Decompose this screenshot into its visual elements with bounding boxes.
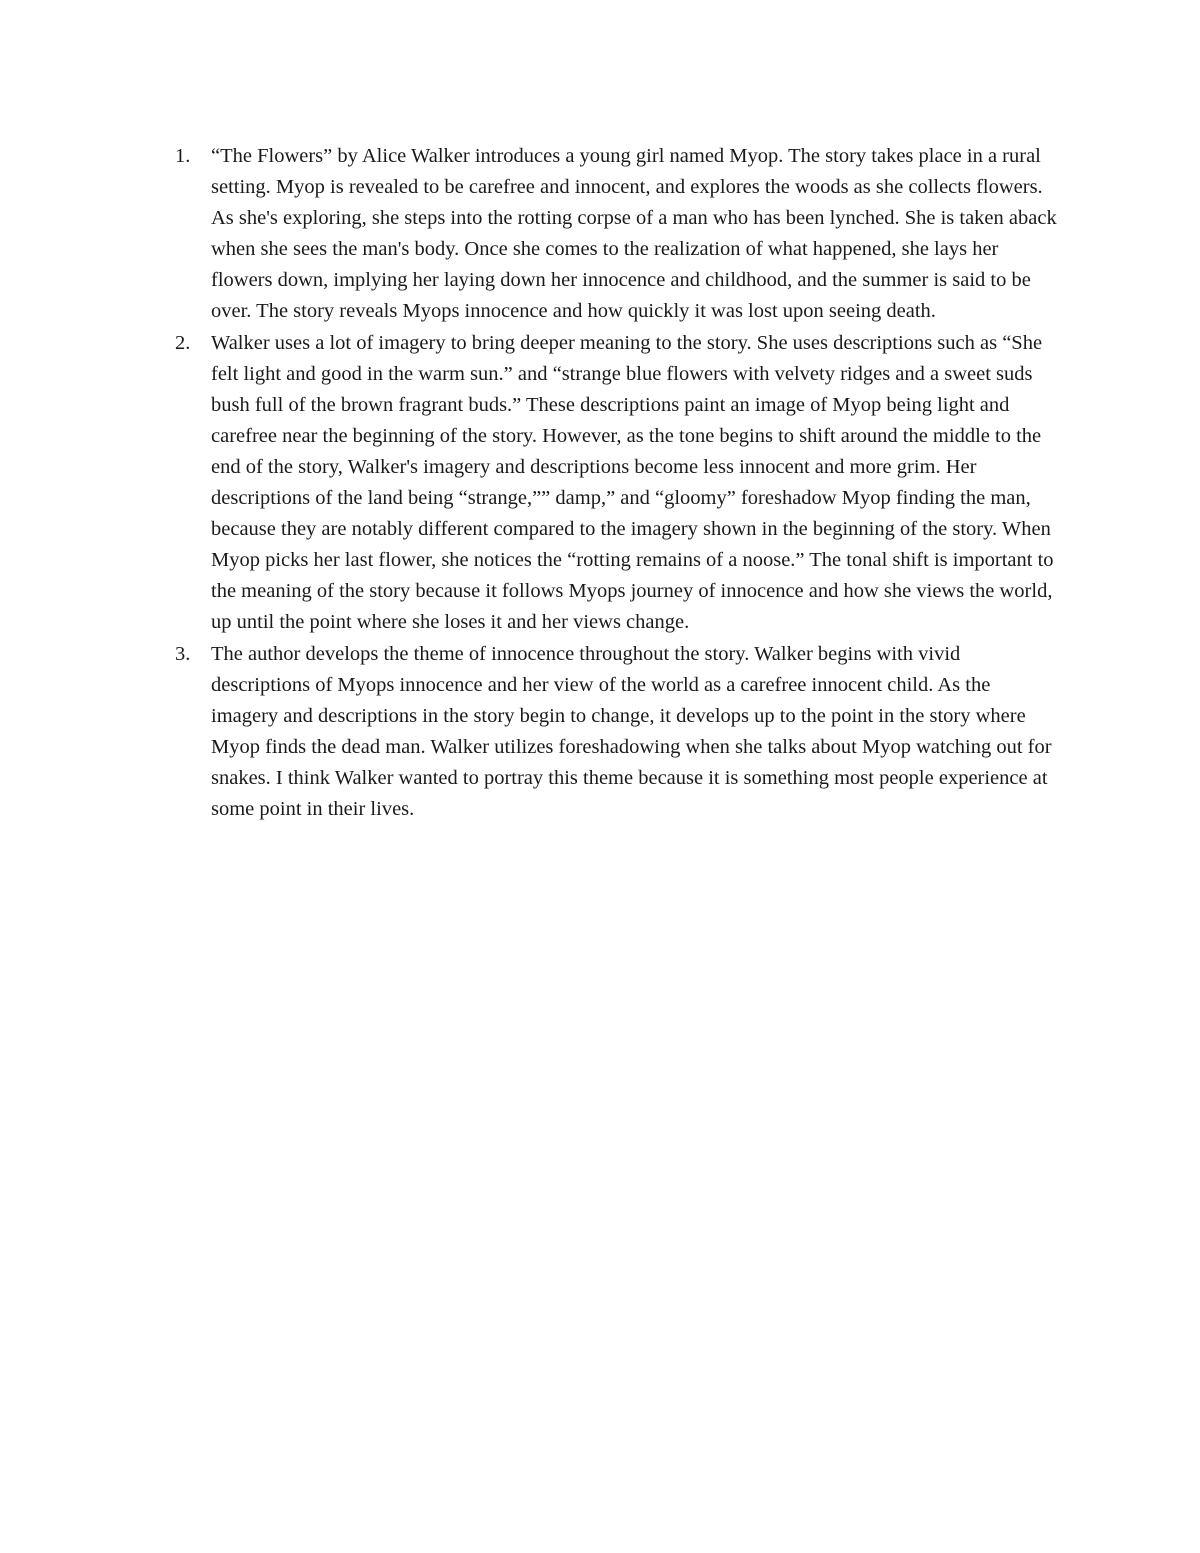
list-item-text: The author develops the theme of innocence throughout the story. Walker begins with vivid descriptions of Myops innocence and her view of the world as a carefree innocent child. As the imagery and descriptions in the story begin to change, it develops up to the point in the story where Myop finds the dead man. Walker utilizes foreshadowing when she talks about Myop watching out for snakes. I think Walker wanted to portray this theme because it is something most people experience at some point in their lives.: [211, 642, 1052, 820]
list-item: [175, 328, 1061, 639]
answer-list: [175, 141, 1061, 825]
list-item-number: 2.: [175, 331, 191, 354]
list-item: [175, 141, 1061, 328]
list-item-number: 3.: [175, 642, 191, 665]
list-item-number: 1.: [175, 145, 191, 167]
list-item: [175, 639, 1061, 826]
list-item-text: Walker uses a lot of imagery to bring deeper meaning to the story. She uses descriptions such as “She felt light and good in the warm sun.” and “strange blue flowers with velvety ridges and a sweet suds bush full of the brown fragrant buds.” These descriptions paint an image of Myop being light and carefree near the beginning of the story. However, as the tone begins to shift around the middle to the end of the story, Walker's imagery and descriptions become less innocent and more grim. Her descriptions of the land being “strange,”” damp,” and “gloomy” foreshadow Myop finding the man, because they are notably different compared to the imagery shown in the beginning of the story. When Myop picks her last flower, she notices the “rotting remains of a noose.” The tonal shift is important to the meaning of the story because it follows Myops journey of innocence and how she views the world, up until the point where she loses it and her views change.: [211, 331, 1054, 634]
list-item-text: “The Flowers” by Alice Walker introduces a young girl named Myop. The story takes place in a rural setting. Myop is revealed to be carefree and innocent, and explores the woods as she collects flowers. As she's exploring, she steps into the rotting corpse of a man who has been lynched. She is taken aback when she sees the man's body. Once she comes to the realization of what happened, she lays her flowers down, implying her laying down her innocence and childhood, and the summer is said to be over. The story reveals Myops innocence and how quickly it was lost upon seeing death.: [211, 145, 1057, 323]
